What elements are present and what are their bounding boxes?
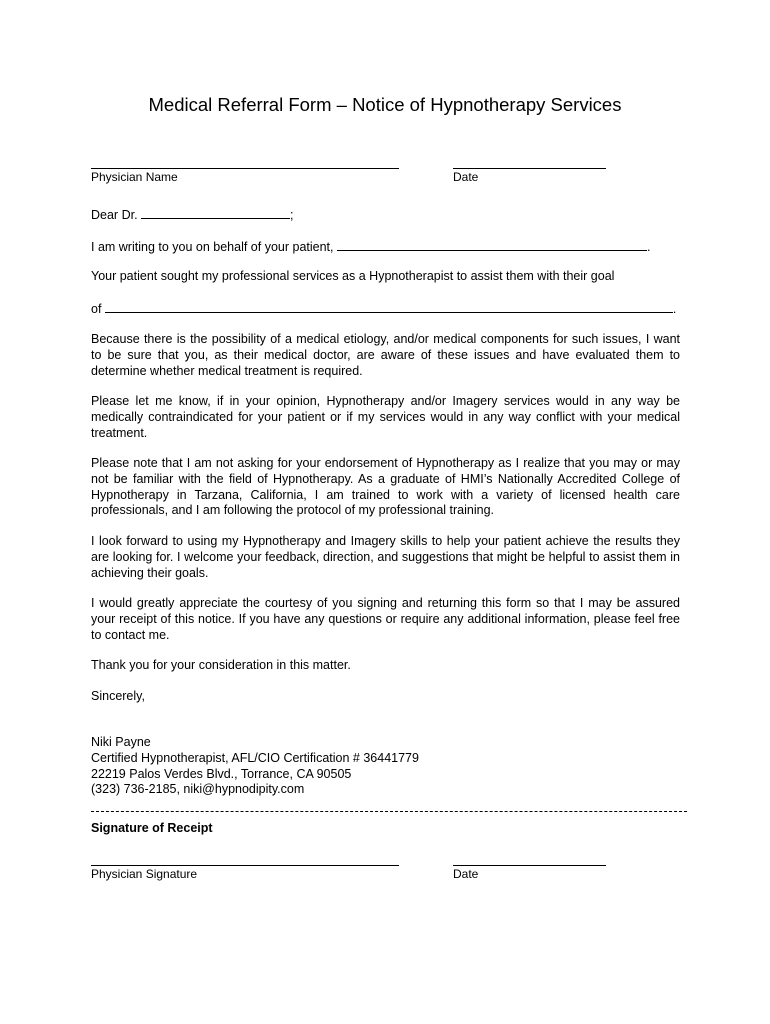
physician-signature-label: Physician Signature xyxy=(91,867,198,881)
paragraph-signing-request: I would greatly appreciate the courtesy of you signing and returning this form so that I may be assured your receipt of this notice. If you have any questions or require any additional information, please feel free to contact me. xyxy=(91,596,680,642)
paragraph-contraindication: Please let me know, if in your opinion, Hypnotherapy and/or Imagery services would in any way be medically contraindicated for your patient or if my services would in any way conflict with your medical treatment. xyxy=(91,394,680,440)
salutation-line xyxy=(91,207,294,224)
sender-name: Niki Payne xyxy=(91,735,151,749)
thanks-line: Thank you for your consideration in this matter. xyxy=(91,658,351,672)
goal-of-line xyxy=(91,301,676,318)
doctor-name-field[interactable] xyxy=(141,207,290,219)
receipt-date-field[interactable] xyxy=(453,865,606,866)
page-title: Medical Referral Form – Notice of Hypnotherapy Services xyxy=(148,94,622,115)
physician-name-field[interactable] xyxy=(91,168,399,169)
closing-line: Sincerely, xyxy=(91,689,145,703)
sender-address: 22219 Palos Verdes Blvd., Torrance, CA 90505 xyxy=(91,767,352,781)
paragraph-medical-etiology: Because there is the possibility of a medical etiology, and/or medical components for such issues, I want to be sure that you, as their medical doctor, are aware of these issues and have evaluated them to determine whether medical treatment is required. xyxy=(91,332,680,378)
patient-line-suffix: . xyxy=(646,240,651,254)
cut-line-divider xyxy=(91,811,687,812)
goal-field[interactable] xyxy=(105,301,673,313)
patient-line-prefix: I am writing to you on behalf of your patient, xyxy=(91,240,334,254)
salutation-suffix: ; xyxy=(290,208,294,222)
header-date-field[interactable] xyxy=(453,168,606,169)
sender-contact: (323) 736-2185, niki@hypnodipity.com xyxy=(91,782,305,796)
salutation-prefix: Dear Dr. xyxy=(91,208,138,222)
receipt-heading: Signature of Receipt xyxy=(91,821,213,835)
paragraph-look-forward: I look forward to using my Hypnotherapy and Imagery skills to help your patient achieve the results they are looking for. I welcome your feedback, direction, and suggestions that might be helpful to assist them in achieving their goals. xyxy=(91,534,680,580)
paragraph-endorsement: Please note that I am not asking for your endorsement of Hypnotherapy as I realize that you may or may not be familiar with the field of Hypnotherapy. As a graduate of HMI’s Nationally Accredited College of Hypnotherapy in Tarzana, California, I am trained to work with a variety of licensed health care professionals, and I am following the protocol of my professional training. xyxy=(91,456,680,518)
goal-line: Your patient sought my professional services as a Hypnotherapist to assist them with their goal xyxy=(91,269,615,283)
physician-name-label: Physician Name xyxy=(91,170,178,184)
physician-signature-field[interactable] xyxy=(91,865,399,866)
header-date-label: Date xyxy=(453,170,479,184)
sender-credentials: Certified Hypnotherapist, AFL/CIO Certification # 36441779 xyxy=(91,751,419,765)
patient-line xyxy=(91,239,650,256)
goal-of-prefix: of xyxy=(91,302,102,316)
goal-of-suffix: . xyxy=(672,302,677,316)
patient-name-field[interactable] xyxy=(337,239,647,251)
receipt-date-label: Date xyxy=(453,867,479,881)
